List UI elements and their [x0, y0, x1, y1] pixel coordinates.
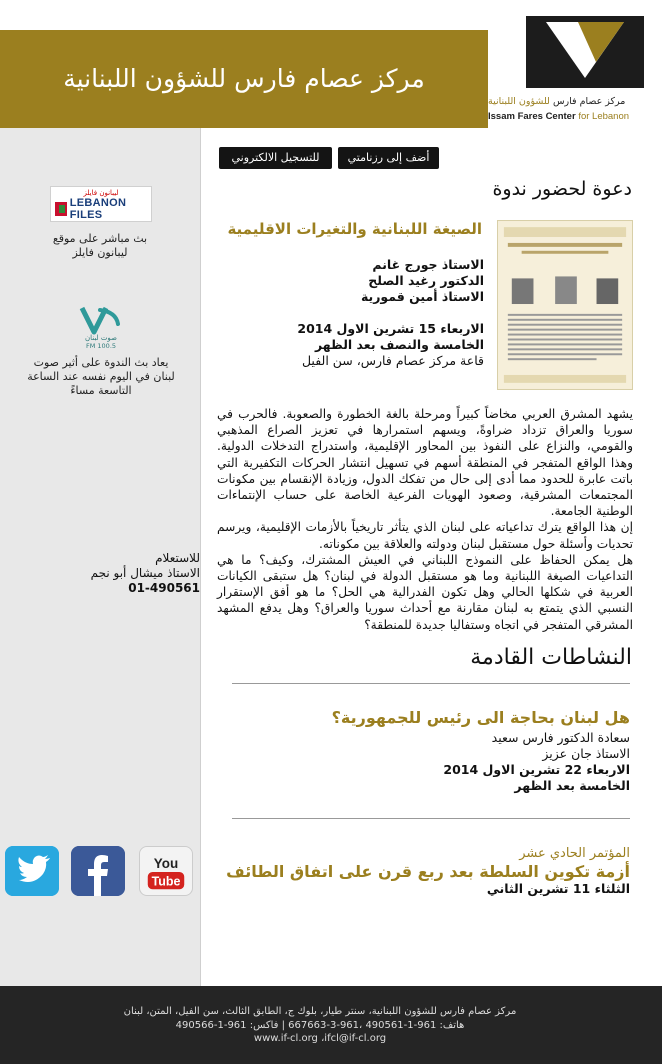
radio-caption-line: لبنان في اليوم نفسه عند الساعة [27, 370, 175, 383]
contact-label: للاستعلام [155, 551, 200, 565]
event-flyer-thumbnail[interactable] [497, 220, 633, 390]
ifc-logo-icon[interactable] [526, 16, 644, 88]
add-to-calendar-button[interactable]: أضف إلى رزنامتي [338, 147, 439, 169]
logo-arabic-name-accent: للشؤون اللبنانية [488, 96, 550, 107]
logo-arabic-name [488, 96, 648, 107]
youtube-icon-you: You [153, 856, 179, 872]
speaker-name: الاستاذ جورج غانم [372, 257, 484, 272]
footer-phones: هاتف: 961-1-490561 ،961-3-667663 | فاكس: 961-1-490566 [175, 1020, 465, 1031]
logo-arabic-name-main: مركز عصام فارس [552, 96, 626, 107]
activity-time: الخامسة بعد الظهر [514, 778, 630, 793]
event-venue: قاعة مركز عصام فارس، سن الفيل [301, 353, 484, 368]
contact-name: الاستاذ ميشال أبو نجم [90, 566, 200, 580]
lebanon-files-caption-line: ليبانون فايلز [72, 246, 128, 259]
description-paragraph: إن هذا الواقع يترك تداعياته على لبنان الذي يتأثر تاريخياً بالأزمات الإقليمية، ويرسم تحديات وأسئلة حول مستقبل لبنان ودولته والعلاقة بين مكوناته. [217, 520, 633, 551]
radio-logo-name: صوت لبنان [84, 334, 118, 342]
speaker-name: الدكتور رغيد الصلح [368, 273, 484, 288]
upcoming-activities-heading: النشاطات القادمة [470, 645, 632, 670]
lebanon-flag-icon [55, 202, 67, 216]
activity-title[interactable]: أزمة تكوين السلطة بعد ربع قرن على اتفاق الطائف [226, 862, 630, 881]
activity-speaker: سعادة الدكتور فارس سعيد [491, 730, 630, 745]
lebanon-files-logo-main [55, 197, 147, 221]
radio-caption-line: يعاد بث الندوة على أثير صوت [33, 356, 169, 369]
facebook-icon[interactable] [71, 846, 125, 896]
description-paragraph: هل يمكن الحفاظ على النموذج اللبناني في العيش المشترك، وكيف؟ ما هي التداعيات الصيغة اللبنانية وما هو مستقبل الدولة في لبنان؟ هل ستبقى الكيانات العربية في شكلها الحالي وهل تكون الفدرالية هي الحل؟ ما هو أفق الإستقرار النسبي الذي يتمتع به لبنان مقارنة مع أحداث سوريا والعراق؟ وهل يدفع المشهد المشرقي المتفجر في اتجاه وستفاليا جديدة للمنطقة؟ [217, 552, 633, 632]
voice-of-lebanon-logo-icon[interactable] [72, 302, 130, 350]
footer-address: مركز عصام فارس للشؤون اللبنانية، سنتر طيار، بلوك ج، الطابق الثالث، سن الفيل، المتن، لبنان [123, 1006, 517, 1017]
lebanon-files-caption [0, 232, 200, 260]
description-paragraph: يشهد المشرق العربي مخاضاً كبيراً ومرحلة بالغة الخطورة والصعوبة. فالحرب في سوريا والعراق تزداد ضراوةً، ويسهم استمرارها في تعزيز الصراع المذهبي والقومي، والنزاع على النفوذ بين المحاور الإقليمية، واستدراج التدخلات الدولية. وهذا الواقع المتفجر في المنطقة أسهم في تسهيل انتشار الحركات التكفيرية التي باتت عابرة للحدود مما أدى إلى حال من تفكك الدول، وزيادة الإنقسام بين مكونات المجتمعات المشرقية، وصعود الهويات الفرعية الخاصة على حساب الإنتماءات الوطنية الجامعة. [217, 407, 633, 519]
event-date: الاربعاء 15 تشرين الاول 2014 [297, 321, 484, 336]
divider [232, 818, 630, 819]
radio-logo-frequency: 100.5 FM [85, 342, 117, 350]
event-title: الصيغة اللبنانية والتغيرات الاقليمية [227, 220, 482, 238]
invitation-heading: دعوة لحضور ندوة [492, 178, 632, 200]
logo-english-name-main: Issam Fares Center [488, 111, 576, 122]
twitter-icon[interactable] [5, 846, 59, 896]
lebanon-files-logo-ar: ليبانون فايلز [83, 189, 119, 197]
event-description [217, 406, 633, 633]
page-title: مركز عصام فارس للشؤون اللبنانية [63, 64, 425, 93]
radio-caption-line: التاسعة مساءً [70, 384, 132, 397]
online-registration-button[interactable]: للتسجيل الالكتروني [219, 147, 332, 169]
divider [232, 683, 630, 684]
lebanon-files-logo[interactable] [50, 186, 152, 222]
lebanon-files-caption-line: بث مباشر على موقع [52, 232, 148, 245]
activity-date: الثلثاء 11 تشرين الثاني [486, 881, 630, 896]
activity-speaker: الاستاذ جان عزيز [542, 746, 630, 761]
youtube-icon[interactable] [139, 846, 193, 896]
activity-date: الاربعاء 22 تشرين الاول 2014 [443, 762, 630, 777]
contact-phone[interactable]: 01-490561 [128, 581, 200, 595]
logo-english-name-accent: for Lebanon [578, 111, 630, 122]
contact-info [4, 551, 200, 596]
radio-caption [20, 356, 182, 398]
lebanon-files-logo-text: LEBANON FILES [69, 197, 127, 221]
speaker-name: الاستاذ أمين قمورية [360, 289, 484, 304]
activity-subtitle: المؤتمر الحادي عشر [519, 846, 630, 861]
logo-english-name [488, 111, 648, 122]
activity-title[interactable]: هل لبنان بحاجة الى رئيس للجمهورية؟ [331, 708, 630, 727]
youtube-icon-tube: Tube [151, 874, 181, 889]
footer-web-links[interactable]: www.if-cl.org ،ifcl@if-cl.org [253, 1033, 387, 1044]
event-time: الخامسة والنصف بعد الظهر [315, 337, 484, 352]
